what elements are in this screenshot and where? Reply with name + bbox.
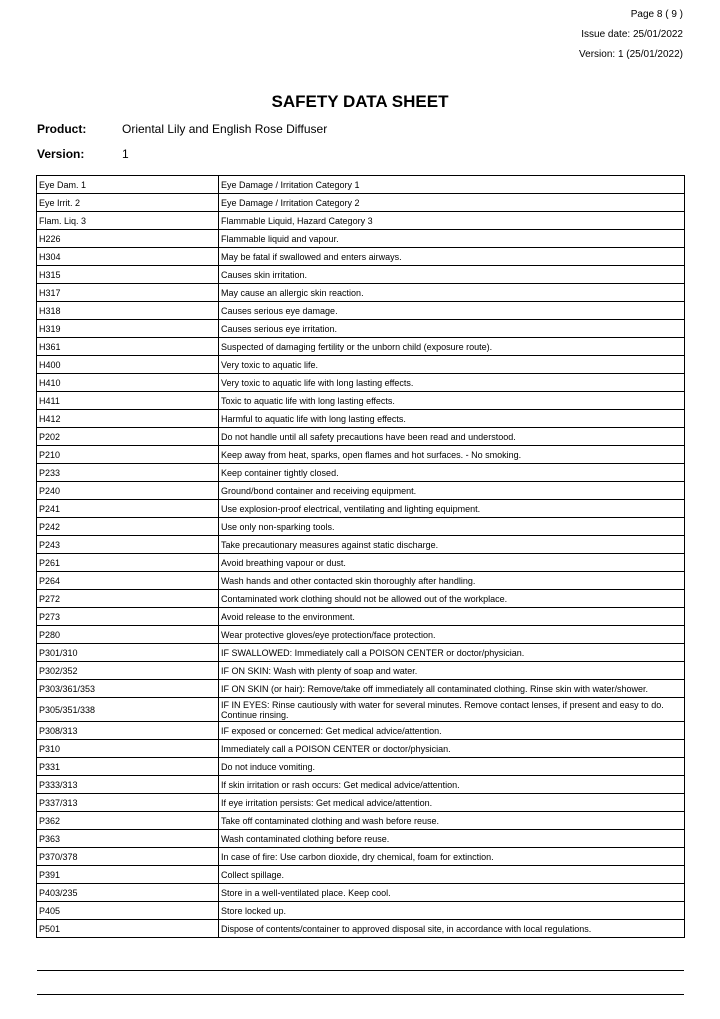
table-row [37, 302, 685, 320]
description-cell: Use explosion-proof electrical, ventilating and lighting equipment. [219, 500, 685, 518]
description-cell: Store in a well-ventilated place. Keep cool. [219, 884, 685, 902]
code-cell: H410 [37, 374, 219, 392]
description-cell: Collect spillage. [219, 866, 685, 884]
description-cell: If eye irritation persists: Get medical advice/attention. [219, 794, 685, 812]
description-cell: Flammable liquid and vapour. [219, 230, 685, 248]
code-cell: P273 [37, 608, 219, 626]
code-cell: P233 [37, 464, 219, 482]
issue-date: Issue date: 25/01/2022 [581, 29, 683, 40]
description-cell: Very toxic to aquatic life with long lasting effects. [219, 374, 685, 392]
table-row [37, 518, 685, 536]
description-cell: Wear protective gloves/eye protection/face protection. [219, 626, 685, 644]
description-cell: IF IN EYES: Rinse cautiously with water for several minutes. Remove contact lenses, if present and easy to do. Continue rinsing. [219, 698, 685, 722]
code-cell: P242 [37, 518, 219, 536]
table-row [37, 830, 685, 848]
description-cell: In case of fire: Use carbon dioxide, dry chemical, foam for extinction. [219, 848, 685, 866]
description-cell: Causes serious eye irritation. [219, 320, 685, 338]
table-row [37, 626, 685, 644]
code-cell: P501 [37, 920, 219, 938]
code-cell: P280 [37, 626, 219, 644]
code-cell: Eye Dam. 1 [37, 176, 219, 194]
code-cell: P308/313 [37, 722, 219, 740]
code-cell: H361 [37, 338, 219, 356]
description-cell: Take off contaminated clothing and wash before reuse. [219, 812, 685, 830]
description-cell: Suspected of damaging fertility or the unborn child (exposure route). [219, 338, 685, 356]
code-cell: P333/313 [37, 776, 219, 794]
version-label: Version: [37, 147, 85, 161]
description-cell: Wash contaminated clothing before reuse. [219, 830, 685, 848]
code-cell: P363 [37, 830, 219, 848]
code-cell: P362 [37, 812, 219, 830]
description-cell: Do not induce vomiting. [219, 758, 685, 776]
description-cell: Harmful to aquatic life with long lasting effects. [219, 410, 685, 428]
table-row [37, 920, 685, 938]
table-row [37, 428, 685, 446]
code-cell: H317 [37, 284, 219, 302]
code-cell: H315 [37, 266, 219, 284]
footer-divider-bottom [37, 994, 684, 995]
table-row [37, 446, 685, 464]
description-cell: Eye Damage / Irritation Category 2 [219, 194, 685, 212]
code-cell: P272 [37, 590, 219, 608]
table-row [37, 740, 685, 758]
table-row [37, 812, 685, 830]
code-cell: P243 [37, 536, 219, 554]
description-cell: Eye Damage / Irritation Category 1 [219, 176, 685, 194]
code-cell: P391 [37, 866, 219, 884]
description-cell: If skin irritation or rash occurs: Get medical advice/attention. [219, 776, 685, 794]
code-cell: H318 [37, 302, 219, 320]
code-cell: P403/235 [37, 884, 219, 902]
table-row [37, 374, 685, 392]
table-row [37, 794, 685, 812]
description-cell: Flammable Liquid, Hazard Category 3 [219, 212, 685, 230]
code-cell: H411 [37, 392, 219, 410]
table-row [37, 902, 685, 920]
code-cell: P302/352 [37, 662, 219, 680]
table-row [37, 572, 685, 590]
description-cell: Very toxic to aquatic life. [219, 356, 685, 374]
code-cell: H319 [37, 320, 219, 338]
table-row [37, 176, 685, 194]
code-cell: P331 [37, 758, 219, 776]
description-cell: Avoid breathing vapour or dust. [219, 554, 685, 572]
table-row [37, 500, 685, 518]
table-row [37, 212, 685, 230]
description-cell: Wash hands and other contacted skin thoroughly after handling. [219, 572, 685, 590]
hazard-code-table [36, 175, 685, 938]
description-cell: Store locked up. [219, 902, 685, 920]
page-title: SAFETY DATA SHEET [271, 92, 449, 111]
code-cell: H304 [37, 248, 219, 266]
description-cell: Keep away from heat, sparks, open flames and hot surfaces. - No smoking. [219, 446, 685, 464]
table-row [37, 266, 685, 284]
code-cell: Flam. Liq. 3 [37, 212, 219, 230]
description-cell: Dispose of contents/container to approved disposal site, in accordance with local regulations. [219, 920, 685, 938]
table-row [37, 248, 685, 266]
table-row [37, 758, 685, 776]
table-row [37, 866, 685, 884]
code-cell: P303/361/353 [37, 680, 219, 698]
table-row [37, 848, 685, 866]
code-cell: P405 [37, 902, 219, 920]
code-cell: P210 [37, 446, 219, 464]
description-cell: May be fatal if swallowed and enters airways. [219, 248, 685, 266]
code-cell: P305/351/338 [37, 698, 219, 722]
code-cell: H400 [37, 356, 219, 374]
description-cell: IF ON SKIN (or hair): Remove/take off immediately all contaminated clothing. Rinse skin with water/shower. [219, 680, 685, 698]
code-cell: P337/313 [37, 794, 219, 812]
description-cell: Causes skin irritation. [219, 266, 685, 284]
code-cell: P310 [37, 740, 219, 758]
table-row [37, 722, 685, 740]
table-row [37, 554, 685, 572]
code-cell: P202 [37, 428, 219, 446]
table-row [37, 392, 685, 410]
description-cell: IF ON SKIN: Wash with plenty of soap and water. [219, 662, 685, 680]
code-cell: Eye Irrit. 2 [37, 194, 219, 212]
table-row [37, 338, 685, 356]
product-value: Oriental Lily and English Rose Diffuser [122, 122, 328, 136]
description-cell: Toxic to aquatic life with long lasting effects. [219, 392, 685, 410]
description-cell: IF SWALLOWED: Immediately call a POISON CENTER or doctor/physician. [219, 644, 685, 662]
table-row [37, 776, 685, 794]
table-row [37, 230, 685, 248]
description-cell: Avoid release to the environment. [219, 608, 685, 626]
code-cell: P301/310 [37, 644, 219, 662]
code-cell: H226 [37, 230, 219, 248]
table-row [37, 356, 685, 374]
table-row [37, 644, 685, 662]
table-row [37, 284, 685, 302]
table-row [37, 410, 685, 428]
document-version: Version: 1 (25/01/2022) [579, 49, 683, 60]
code-cell: P240 [37, 482, 219, 500]
description-cell: Immediately call a POISON CENTER or doctor/physician. [219, 740, 685, 758]
description-cell: Ground/bond container and receiving equipment. [219, 482, 685, 500]
code-cell: P264 [37, 572, 219, 590]
description-cell: Take precautionary measures against static discharge. [219, 536, 685, 554]
code-cell: P241 [37, 500, 219, 518]
product-label: Product: [37, 122, 87, 136]
table-row [37, 884, 685, 902]
code-cell: P370/378 [37, 848, 219, 866]
description-cell: Contaminated work clothing should not be allowed out of the workplace. [219, 590, 685, 608]
table-row [37, 680, 685, 698]
table-row [37, 662, 685, 680]
description-cell: May cause an allergic skin reaction. [219, 284, 685, 302]
footer-divider-top [37, 970, 684, 971]
table-row [37, 194, 685, 212]
page-number: Page 8 ( 9 ) [630, 9, 683, 20]
table-row [37, 608, 685, 626]
table-row [37, 320, 685, 338]
table-row [37, 482, 685, 500]
table-row [37, 536, 685, 554]
table-row [37, 590, 685, 608]
description-cell: Keep container tightly closed. [219, 464, 685, 482]
table-row [37, 698, 685, 722]
table-row [37, 464, 685, 482]
code-cell: P261 [37, 554, 219, 572]
description-cell: Causes serious eye damage. [219, 302, 685, 320]
version-value: 1 [122, 147, 129, 161]
description-cell: IF exposed or concerned: Get medical advice/attention. [219, 722, 685, 740]
code-cell: H412 [37, 410, 219, 428]
description-cell: Do not handle until all safety precautions have been read and understood. [219, 428, 685, 446]
description-cell: Use only non-sparking tools. [219, 518, 685, 536]
